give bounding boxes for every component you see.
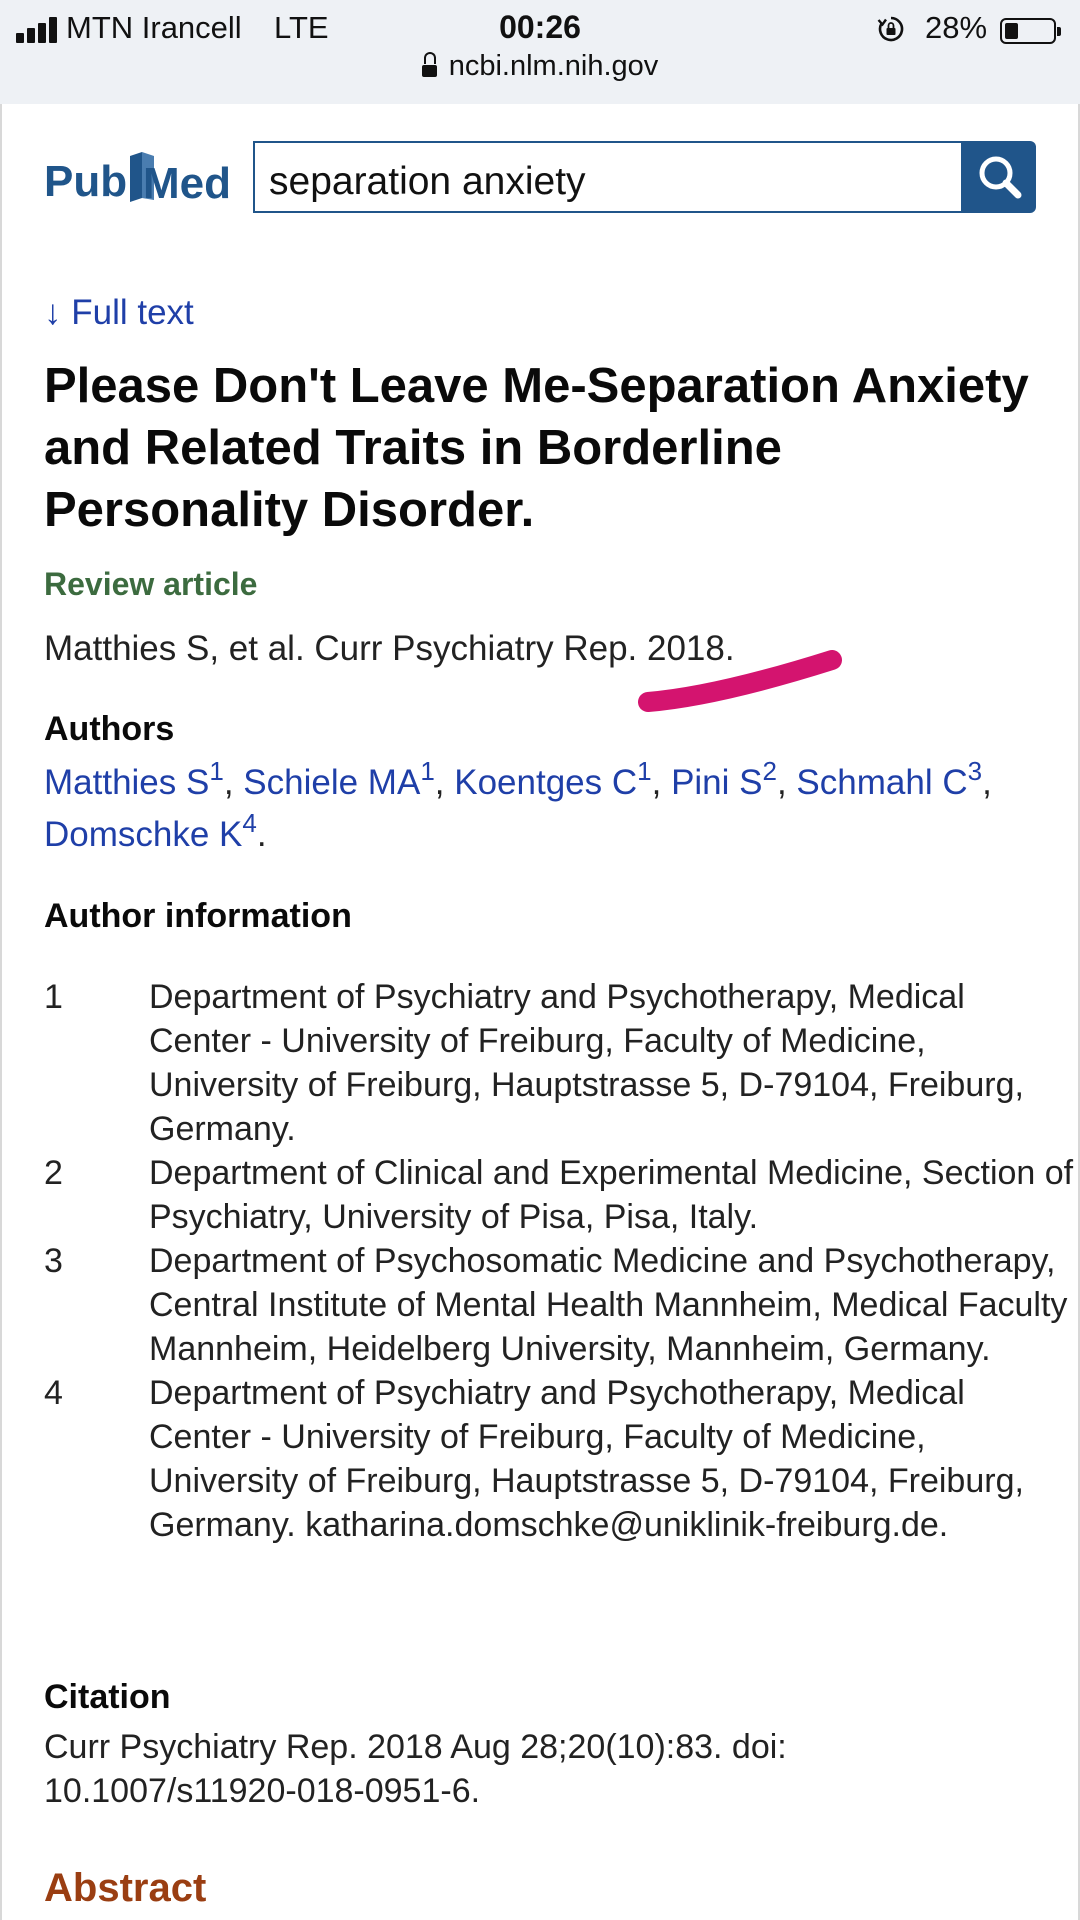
search-icon xyxy=(963,141,1036,213)
affiliation-item xyxy=(44,1239,1068,1371)
affiliation-text: Department of Psychiatry and Psychotherapy, Medical Center - University of Freiburg, Faculty of Medicine, University of Freiburg, Hauptstrasse 5, D-79104, Freiburg, Germany. katharina.domschke@uniklinik-freiburg.de. xyxy=(149,1374,1024,1544)
pubmed-logo[interactable] xyxy=(44,150,244,214)
author-link[interactable]: Schiele MA$^1$ xyxy=(243,756,435,802)
highlight-stroke xyxy=(636,640,846,720)
pubmed-logo-mark xyxy=(44,150,244,214)
battery-percent: 28% xyxy=(925,10,988,45)
authors-list: Matthies S$^1$, Schiele MA$^1$, Koentges C$^1$, Pini S$^2$, Schmahl C$^3$, Domschke K$^4$. xyxy=(44,756,992,854)
citation-heading: Citation xyxy=(44,1678,171,1716)
search-input[interactable] xyxy=(253,141,963,213)
rotation-lock-icon xyxy=(877,15,905,43)
status-bar xyxy=(0,0,1080,104)
author-link[interactable]: Pini S$^2$ xyxy=(671,756,777,802)
carrier-name: MTN Irancell xyxy=(66,10,242,45)
battery-icon xyxy=(1000,18,1056,44)
affiliation-text: Department of Clinical and Experimental Medicine, Section of Psychiatry, University of Pisa, Pisa, Italy. xyxy=(149,1154,1074,1236)
author-information-heading[interactable]: Author information xyxy=(44,897,352,935)
affiliation-text: Department of Psychosomatic Medicine and Psychotherapy, Central Institute of Mental Health Mannheim, Medical Faculty Mannheim, Heidelberg University, Mannheim, Germany. xyxy=(149,1242,1068,1368)
affiliation-number: 3 xyxy=(44,1242,63,1280)
author-link[interactable]: Domschke K$^4$ xyxy=(44,808,257,854)
search-button[interactable] xyxy=(963,141,1036,213)
authors-heading: Authors xyxy=(44,710,175,748)
affiliation-text: Department of Psychiatry and Psychotherapy, Medical Center - University of Freiburg, Faculty of Medicine, University of Freiburg, Hauptstrasse 5, D-79104, Freiburg, Germany. xyxy=(149,978,1024,1148)
battery-level xyxy=(1005,23,1018,39)
affiliation-number: 2 xyxy=(44,1154,63,1192)
citation-text: Curr Psychiatry Rep. 2018 Aug 28;20(10):83. doi: 10.1007/s11920-018-0951-6. xyxy=(44,1728,787,1810)
abstract-heading: Abstract xyxy=(44,1866,207,1910)
affiliation-item xyxy=(44,975,1034,1151)
article-title: Please Don't Leave Me-Separation Anxiety and Related Traits in Borderline Personality Disorder. xyxy=(44,359,1029,537)
affiliation-number: 1 xyxy=(44,978,63,1016)
author-link[interactable]: Schmahl C$^3$ xyxy=(796,756,983,802)
full-text-link[interactable]: ↓ Full text xyxy=(44,293,194,332)
affiliation-number: 4 xyxy=(44,1374,63,1412)
lock-icon xyxy=(422,59,437,77)
affiliation-item xyxy=(44,1151,1074,1239)
svg-text:Pub: Pub xyxy=(44,157,128,206)
network-type: LTE xyxy=(274,10,329,45)
svg-text:Med: Med xyxy=(143,159,231,208)
author-link[interactable]: Matthies S$^1$ xyxy=(44,756,224,802)
article-type: Review article xyxy=(44,566,258,602)
author-link[interactable]: Koentges C$^1$ xyxy=(454,756,652,802)
affiliations-list xyxy=(44,975,1074,1547)
url-text: ncbi.nlm.nih.gov xyxy=(448,50,659,82)
status-time: 00:26 xyxy=(499,9,581,45)
affiliation-item xyxy=(44,1371,1034,1547)
page-border-left xyxy=(0,104,2,1920)
short-citation: Matthies S, et al. Curr Psychiatry Rep. 2018. xyxy=(44,629,735,668)
address-bar[interactable] xyxy=(0,50,1080,90)
